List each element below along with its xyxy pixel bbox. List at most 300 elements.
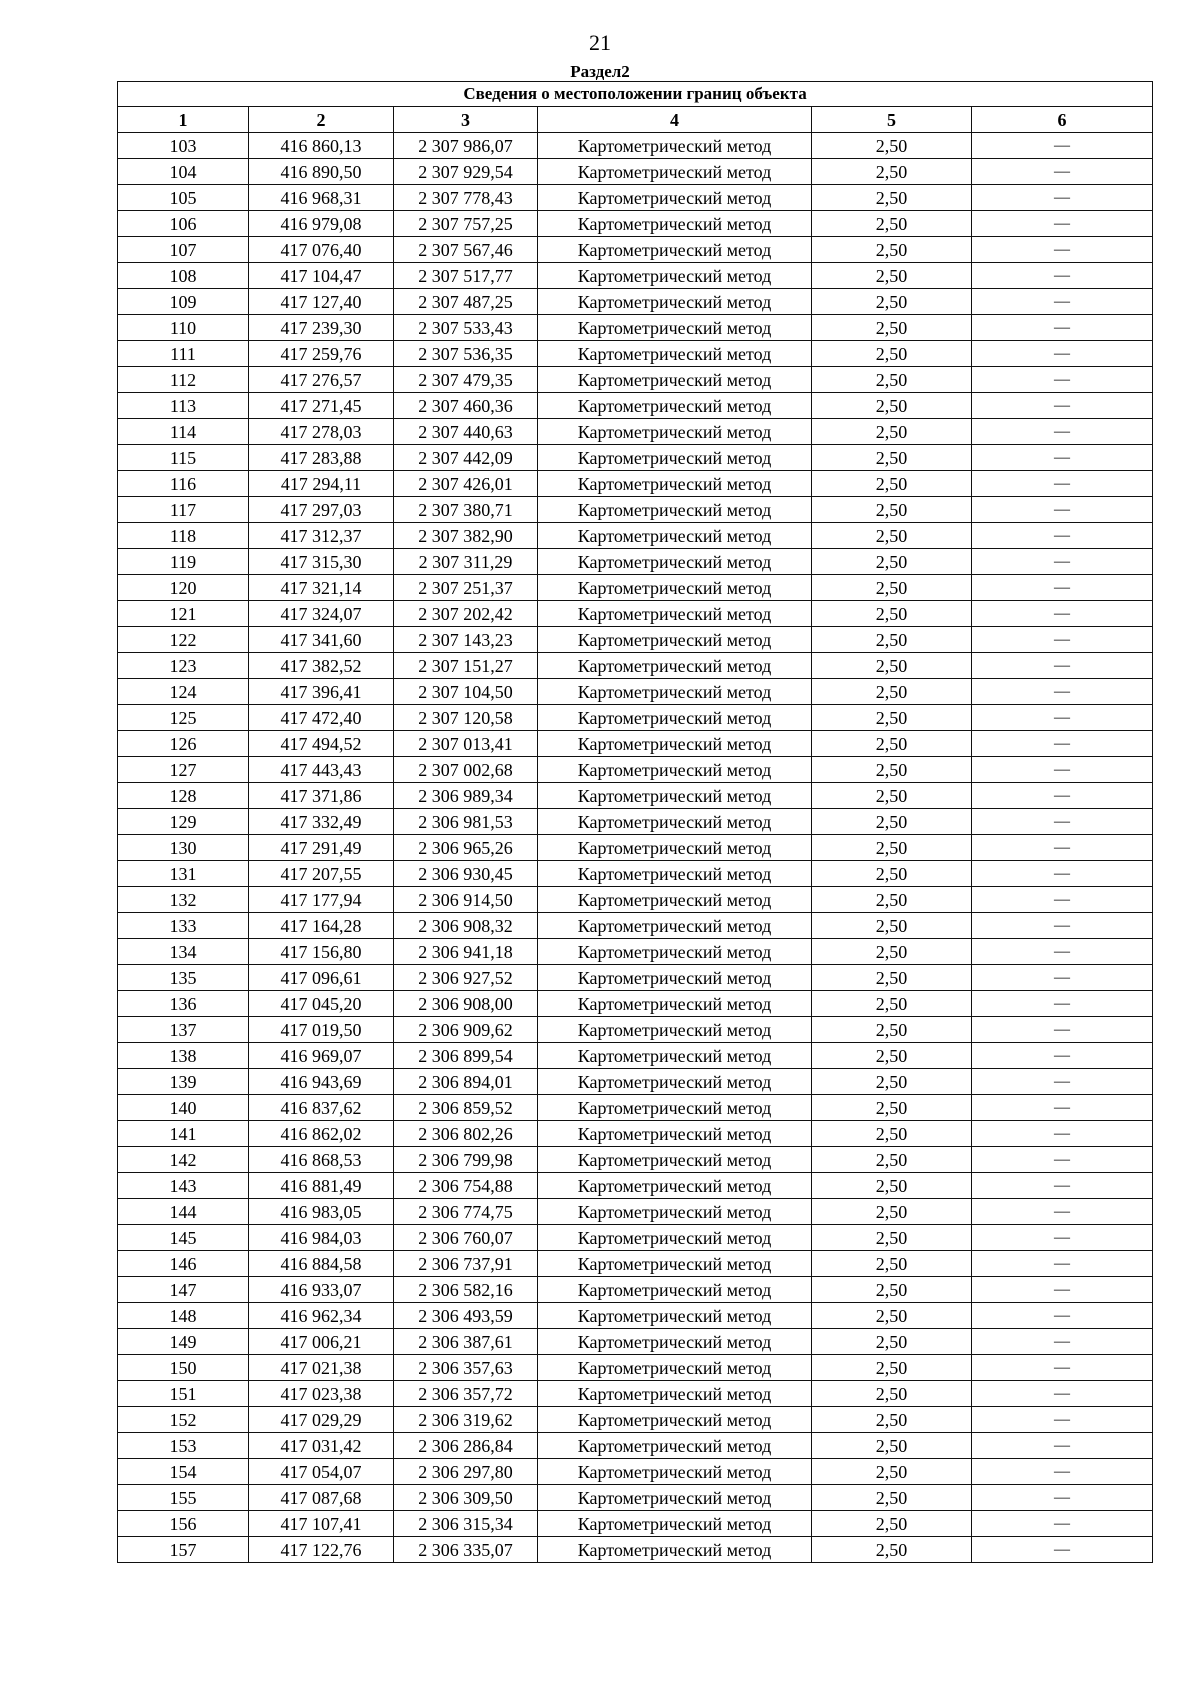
method-cell: Картометрический метод — [538, 1225, 812, 1251]
point-number-cell: 106 — [118, 211, 249, 237]
method-cell: Картометрический метод — [538, 1121, 812, 1147]
x-coordinate-cell: 417 107,41 — [249, 1511, 394, 1537]
y-coordinate-cell: 2 307 251,37 — [394, 575, 538, 601]
y-coordinate-cell: 2 306 286,84 — [394, 1433, 538, 1459]
column-number: 6 — [972, 107, 1153, 133]
point-number-cell: 150 — [118, 1355, 249, 1381]
x-coordinate-cell: 416 933,07 — [249, 1277, 394, 1303]
table-row — [118, 133, 1153, 159]
accuracy-cell: 2,50 — [812, 575, 972, 601]
point-number-cell: 143 — [118, 1173, 249, 1199]
method-cell: Картометрический метод — [538, 237, 812, 263]
note-cell: — — [972, 315, 1153, 341]
note-cell: — — [972, 419, 1153, 445]
table-row — [118, 575, 1153, 601]
method-cell: Картометрический метод — [538, 1199, 812, 1225]
method-cell: Картометрический метод — [538, 341, 812, 367]
table-row — [118, 913, 1153, 939]
point-number-cell: 105 — [118, 185, 249, 211]
method-cell: Картометрический метод — [538, 601, 812, 627]
point-number-cell: 126 — [118, 731, 249, 757]
accuracy-cell: 2,50 — [812, 471, 972, 497]
note-cell: — — [972, 757, 1153, 783]
note-cell: — — [972, 1537, 1153, 1563]
note-cell: — — [972, 133, 1153, 159]
point-number-cell: 144 — [118, 1199, 249, 1225]
note-cell: — — [972, 575, 1153, 601]
point-number-cell: 133 — [118, 913, 249, 939]
note-cell: — — [972, 1303, 1153, 1329]
accuracy-cell: 2,50 — [812, 211, 972, 237]
point-number-cell: 135 — [118, 965, 249, 991]
y-coordinate-cell: 2 307 536,35 — [394, 341, 538, 367]
x-coordinate-cell: 417 021,38 — [249, 1355, 394, 1381]
y-coordinate-cell: 2 307 202,42 — [394, 601, 538, 627]
point-number-cell: 140 — [118, 1095, 249, 1121]
y-coordinate-cell: 2 307 311,29 — [394, 549, 538, 575]
table-row — [118, 965, 1153, 991]
column-number: 4 — [538, 107, 812, 133]
method-cell: Картометрический метод — [538, 835, 812, 861]
accuracy-cell: 2,50 — [812, 757, 972, 783]
note-cell: — — [972, 627, 1153, 653]
point-number-cell: 153 — [118, 1433, 249, 1459]
x-coordinate-cell: 417 156,80 — [249, 939, 394, 965]
point-number-cell: 125 — [118, 705, 249, 731]
y-coordinate-cell: 2 307 778,43 — [394, 185, 538, 211]
point-number-cell: 112 — [118, 367, 249, 393]
method-cell: Картометрический метод — [538, 523, 812, 549]
point-number-cell: 122 — [118, 627, 249, 653]
y-coordinate-cell: 2 307 533,43 — [394, 315, 538, 341]
y-coordinate-cell: 2 307 143,23 — [394, 627, 538, 653]
point-number-cell: 104 — [118, 159, 249, 185]
accuracy-cell: 2,50 — [812, 809, 972, 835]
note-cell: — — [972, 1251, 1153, 1277]
x-coordinate-cell: 416 984,03 — [249, 1225, 394, 1251]
method-cell: Картометрический метод — [538, 653, 812, 679]
point-number-cell: 119 — [118, 549, 249, 575]
x-coordinate-cell: 416 969,07 — [249, 1043, 394, 1069]
table-row — [118, 419, 1153, 445]
method-cell: Картометрический метод — [538, 1043, 812, 1069]
method-cell: Картометрический метод — [538, 1069, 812, 1095]
note-cell: — — [972, 497, 1153, 523]
note-cell: — — [972, 237, 1153, 263]
y-coordinate-cell: 2 307 986,07 — [394, 133, 538, 159]
point-number-cell: 111 — [118, 341, 249, 367]
x-coordinate-cell: 416 862,02 — [249, 1121, 394, 1147]
point-number-cell: 151 — [118, 1381, 249, 1407]
x-coordinate-cell: 417 122,76 — [249, 1537, 394, 1563]
method-cell: Картометрический метод — [538, 1277, 812, 1303]
note-cell: — — [972, 289, 1153, 315]
table-row — [118, 159, 1153, 185]
table-row — [118, 835, 1153, 861]
y-coordinate-cell: 2 306 357,63 — [394, 1355, 538, 1381]
y-coordinate-cell: 2 306 802,26 — [394, 1121, 538, 1147]
point-number-cell: 157 — [118, 1537, 249, 1563]
x-coordinate-cell: 417 294,11 — [249, 471, 394, 497]
method-cell: Картометрический метод — [538, 1537, 812, 1563]
y-coordinate-cell: 2 306 908,32 — [394, 913, 538, 939]
x-coordinate-cell: 416 943,69 — [249, 1069, 394, 1095]
accuracy-cell: 2,50 — [812, 1199, 972, 1225]
table-row — [118, 471, 1153, 497]
y-coordinate-cell: 2 306 760,07 — [394, 1225, 538, 1251]
table-row — [118, 185, 1153, 211]
accuracy-cell: 2,50 — [812, 1251, 972, 1277]
accuracy-cell: 2,50 — [812, 1511, 972, 1537]
x-coordinate-cell: 417 271,45 — [249, 393, 394, 419]
x-coordinate-cell: 416 860,13 — [249, 133, 394, 159]
x-coordinate-cell: 417 443,43 — [249, 757, 394, 783]
point-number-cell: 117 — [118, 497, 249, 523]
accuracy-cell: 2,50 — [812, 341, 972, 367]
table-row — [118, 341, 1153, 367]
y-coordinate-cell: 2 306 799,98 — [394, 1147, 538, 1173]
y-coordinate-cell: 2 306 965,26 — [394, 835, 538, 861]
point-number-cell: 137 — [118, 1017, 249, 1043]
note-cell: — — [972, 367, 1153, 393]
point-number-cell: 110 — [118, 315, 249, 341]
y-coordinate-cell: 2 306 989,34 — [394, 783, 538, 809]
x-coordinate-cell: 417 276,57 — [249, 367, 394, 393]
note-cell: — — [972, 1433, 1153, 1459]
note-cell: — — [972, 679, 1153, 705]
y-coordinate-cell: 2 307 013,41 — [394, 731, 538, 757]
y-coordinate-cell: 2 306 894,01 — [394, 1069, 538, 1095]
note-cell: — — [972, 1095, 1153, 1121]
table-row — [118, 445, 1153, 471]
accuracy-cell: 2,50 — [812, 445, 972, 471]
point-number-cell: 142 — [118, 1147, 249, 1173]
x-coordinate-cell: 417 315,30 — [249, 549, 394, 575]
x-coordinate-cell: 416 983,05 — [249, 1199, 394, 1225]
note-cell: — — [972, 1329, 1153, 1355]
point-number-cell: 120 — [118, 575, 249, 601]
accuracy-cell: 2,50 — [812, 991, 972, 1017]
y-coordinate-cell: 2 306 309,50 — [394, 1485, 538, 1511]
note-cell: — — [972, 393, 1153, 419]
note-cell: — — [972, 1225, 1153, 1251]
note-cell: — — [972, 1511, 1153, 1537]
table-row — [118, 1069, 1153, 1095]
note-cell: — — [972, 1043, 1153, 1069]
method-cell: Картометрический метод — [538, 965, 812, 991]
note-cell: — — [972, 731, 1153, 757]
note-cell: — — [972, 1147, 1153, 1173]
method-cell: Картометрический метод — [538, 1017, 812, 1043]
accuracy-cell: 2,50 — [812, 679, 972, 705]
point-number-cell: 108 — [118, 263, 249, 289]
x-coordinate-cell: 417 371,86 — [249, 783, 394, 809]
x-coordinate-cell: 417 029,29 — [249, 1407, 394, 1433]
y-coordinate-cell: 2 307 002,68 — [394, 757, 538, 783]
x-coordinate-cell: 417 023,38 — [249, 1381, 394, 1407]
x-coordinate-cell: 417 239,30 — [249, 315, 394, 341]
method-cell: Картометрический метод — [538, 159, 812, 185]
table-row — [118, 1303, 1153, 1329]
accuracy-cell: 2,50 — [812, 1485, 972, 1511]
accuracy-cell: 2,50 — [812, 783, 972, 809]
table-row — [118, 1485, 1153, 1511]
table-row — [118, 1147, 1153, 1173]
accuracy-cell: 2,50 — [812, 1043, 972, 1069]
accuracy-cell: 2,50 — [812, 1459, 972, 1485]
table-row — [118, 1537, 1153, 1563]
x-coordinate-cell: 417 396,41 — [249, 679, 394, 705]
x-coordinate-cell: 417 127,40 — [249, 289, 394, 315]
note-cell: — — [972, 991, 1153, 1017]
note-cell: — — [972, 705, 1153, 731]
table-caption-row — [118, 82, 1153, 107]
x-coordinate-cell: 416 979,08 — [249, 211, 394, 237]
table-row — [118, 1173, 1153, 1199]
note-cell: — — [972, 263, 1153, 289]
table-row — [118, 1251, 1153, 1277]
y-coordinate-cell: 2 306 493,59 — [394, 1303, 538, 1329]
accuracy-cell: 2,50 — [812, 315, 972, 341]
method-cell: Картометрический метод — [538, 1459, 812, 1485]
x-coordinate-cell: 417 278,03 — [249, 419, 394, 445]
table-row — [118, 211, 1153, 237]
method-cell: Картометрический метод — [538, 497, 812, 523]
y-coordinate-cell: 2 306 297,80 — [394, 1459, 538, 1485]
method-cell: Картометрический метод — [538, 419, 812, 445]
y-coordinate-cell: 2 307 440,63 — [394, 419, 538, 445]
method-cell: Картометрический метод — [538, 887, 812, 913]
x-coordinate-cell: 416 868,53 — [249, 1147, 394, 1173]
y-coordinate-cell: 2 306 387,61 — [394, 1329, 538, 1355]
point-number-cell: 154 — [118, 1459, 249, 1485]
point-number-cell: 124 — [118, 679, 249, 705]
x-coordinate-cell: 417 341,60 — [249, 627, 394, 653]
point-number-cell: 147 — [118, 1277, 249, 1303]
point-number-cell: 121 — [118, 601, 249, 627]
point-number-cell: 138 — [118, 1043, 249, 1069]
x-coordinate-cell: 417 283,88 — [249, 445, 394, 471]
method-cell: Картометрический метод — [538, 809, 812, 835]
accuracy-cell: 2,50 — [812, 627, 972, 653]
point-number-cell: 129 — [118, 809, 249, 835]
x-coordinate-cell: 417 324,07 — [249, 601, 394, 627]
note-cell: — — [972, 549, 1153, 575]
method-cell: Картометрический метод — [538, 289, 812, 315]
method-cell: Картометрический метод — [538, 185, 812, 211]
table-row — [118, 289, 1153, 315]
method-cell: Картометрический метод — [538, 549, 812, 575]
accuracy-cell: 2,50 — [812, 861, 972, 887]
table-row — [118, 1407, 1153, 1433]
accuracy-cell: 2,50 — [812, 1095, 972, 1121]
point-number-cell: 128 — [118, 783, 249, 809]
y-coordinate-cell: 2 307 380,71 — [394, 497, 538, 523]
y-coordinate-cell: 2 307 151,27 — [394, 653, 538, 679]
x-coordinate-cell: 417 006,21 — [249, 1329, 394, 1355]
note-cell: — — [972, 1277, 1153, 1303]
point-number-cell: 134 — [118, 939, 249, 965]
accuracy-cell: 2,50 — [812, 1225, 972, 1251]
y-coordinate-cell: 2 306 908,00 — [394, 991, 538, 1017]
x-coordinate-cell: 417 087,68 — [249, 1485, 394, 1511]
table-row — [118, 783, 1153, 809]
point-number-cell: 123 — [118, 653, 249, 679]
point-number-cell: 145 — [118, 1225, 249, 1251]
note-cell: — — [972, 1355, 1153, 1381]
point-number-cell: 146 — [118, 1251, 249, 1277]
method-cell: Картометрический метод — [538, 1329, 812, 1355]
x-coordinate-cell: 417 096,61 — [249, 965, 394, 991]
note-cell: — — [972, 1199, 1153, 1225]
point-number-cell: 132 — [118, 887, 249, 913]
note-cell: — — [972, 965, 1153, 991]
accuracy-cell: 2,50 — [812, 1069, 972, 1095]
note-cell: — — [972, 1381, 1153, 1407]
table-row — [118, 1459, 1153, 1485]
table-body — [118, 133, 1153, 1563]
note-cell: — — [972, 1407, 1153, 1433]
x-coordinate-cell: 416 890,50 — [249, 159, 394, 185]
table-row — [118, 1017, 1153, 1043]
x-coordinate-cell: 417 031,42 — [249, 1433, 394, 1459]
table-row — [118, 497, 1153, 523]
method-cell: Картометрический метод — [538, 627, 812, 653]
column-number: 2 — [249, 107, 394, 133]
y-coordinate-cell: 2 306 582,16 — [394, 1277, 538, 1303]
y-coordinate-cell: 2 307 479,35 — [394, 367, 538, 393]
x-coordinate-cell: 417 019,50 — [249, 1017, 394, 1043]
note-cell: — — [972, 471, 1153, 497]
accuracy-cell: 2,50 — [812, 523, 972, 549]
accuracy-cell: 2,50 — [812, 1017, 972, 1043]
method-cell: Картометрический метод — [538, 1095, 812, 1121]
x-coordinate-cell: 417 259,76 — [249, 341, 394, 367]
x-coordinate-cell: 417 104,47 — [249, 263, 394, 289]
note-cell: — — [972, 1069, 1153, 1095]
accuracy-cell: 2,50 — [812, 965, 972, 991]
note-cell: — — [972, 445, 1153, 471]
note-cell: — — [972, 523, 1153, 549]
note-cell: — — [972, 861, 1153, 887]
x-coordinate-cell: 417 164,28 — [249, 913, 394, 939]
point-number-cell: 136 — [118, 991, 249, 1017]
note-cell: — — [972, 939, 1153, 965]
section-title: Раздел2 — [570, 62, 630, 81]
y-coordinate-cell: 2 307 104,50 — [394, 679, 538, 705]
method-cell: Картометрический метод — [538, 1251, 812, 1277]
table-row — [118, 393, 1153, 419]
y-coordinate-cell: 2 306 859,52 — [394, 1095, 538, 1121]
y-coordinate-cell: 2 306 981,53 — [394, 809, 538, 835]
method-cell: Картометрический метод — [538, 367, 812, 393]
method-cell: Картометрический метод — [538, 575, 812, 601]
note-cell: — — [972, 1017, 1153, 1043]
point-number-cell: 127 — [118, 757, 249, 783]
accuracy-cell: 2,50 — [812, 835, 972, 861]
note-cell: — — [972, 835, 1153, 861]
method-cell: Картометрический метод — [538, 1173, 812, 1199]
y-coordinate-cell: 2 306 941,18 — [394, 939, 538, 965]
point-number-cell: 115 — [118, 445, 249, 471]
method-cell: Картометрический метод — [538, 471, 812, 497]
table-row — [118, 1043, 1153, 1069]
table-row — [118, 315, 1153, 341]
table-row — [118, 1225, 1153, 1251]
method-cell: Картометрический метод — [538, 679, 812, 705]
note-cell: — — [972, 211, 1153, 237]
column-number-row — [118, 107, 1153, 133]
accuracy-cell: 2,50 — [812, 1381, 972, 1407]
y-coordinate-cell: 2 306 909,62 — [394, 1017, 538, 1043]
point-number-cell: 118 — [118, 523, 249, 549]
method-cell: Картометрический метод — [538, 263, 812, 289]
accuracy-cell: 2,50 — [812, 601, 972, 627]
x-coordinate-cell: 416 837,62 — [249, 1095, 394, 1121]
point-number-cell: 141 — [118, 1121, 249, 1147]
accuracy-cell: 2,50 — [812, 1303, 972, 1329]
method-cell: Картометрический метод — [538, 991, 812, 1017]
point-number-cell: 152 — [118, 1407, 249, 1433]
note-cell: — — [972, 1121, 1153, 1147]
accuracy-cell: 2,50 — [812, 913, 972, 939]
x-coordinate-cell: 417 321,14 — [249, 575, 394, 601]
table-row — [118, 263, 1153, 289]
point-number-cell: 148 — [118, 1303, 249, 1329]
x-coordinate-cell: 417 312,37 — [249, 523, 394, 549]
point-number-cell: 107 — [118, 237, 249, 263]
x-coordinate-cell: 416 968,31 — [249, 185, 394, 211]
accuracy-cell: 2,50 — [812, 497, 972, 523]
method-cell: Картометрический метод — [538, 939, 812, 965]
method-cell: Картометрический метод — [538, 1355, 812, 1381]
point-number-cell: 113 — [118, 393, 249, 419]
point-number-cell: 131 — [118, 861, 249, 887]
y-coordinate-cell: 2 306 737,91 — [394, 1251, 538, 1277]
accuracy-cell: 2,50 — [812, 393, 972, 419]
point-number-cell: 103 — [118, 133, 249, 159]
accuracy-cell: 2,50 — [812, 731, 972, 757]
x-coordinate-cell: 416 881,49 — [249, 1173, 394, 1199]
table-row — [118, 861, 1153, 887]
table-row — [118, 809, 1153, 835]
method-cell: Картометрический метод — [538, 1433, 812, 1459]
point-number-cell: 109 — [118, 289, 249, 315]
table-row — [118, 549, 1153, 575]
method-cell: Картометрический метод — [538, 1303, 812, 1329]
x-coordinate-cell: 417 045,20 — [249, 991, 394, 1017]
y-coordinate-cell: 2 306 914,50 — [394, 887, 538, 913]
note-cell: — — [972, 185, 1153, 211]
x-coordinate-cell: 417 332,49 — [249, 809, 394, 835]
method-cell: Картометрический метод — [538, 393, 812, 419]
method-cell: Картометрический метод — [538, 1511, 812, 1537]
x-coordinate-cell: 417 494,52 — [249, 731, 394, 757]
method-cell: Картометрический метод — [538, 783, 812, 809]
method-cell: Картометрический метод — [538, 1407, 812, 1433]
y-coordinate-cell: 2 306 357,72 — [394, 1381, 538, 1407]
accuracy-cell: 2,50 — [812, 939, 972, 965]
y-coordinate-cell: 2 307 929,54 — [394, 159, 538, 185]
y-coordinate-cell: 2 306 899,54 — [394, 1043, 538, 1069]
table-caption: Сведения о местоположении границ объекта — [118, 82, 1153, 107]
note-cell: — — [972, 1459, 1153, 1485]
x-coordinate-cell: 416 884,58 — [249, 1251, 394, 1277]
method-cell: Картометрический метод — [538, 1147, 812, 1173]
x-coordinate-cell: 417 207,55 — [249, 861, 394, 887]
accuracy-cell: 2,50 — [812, 1329, 972, 1355]
table-row — [118, 757, 1153, 783]
